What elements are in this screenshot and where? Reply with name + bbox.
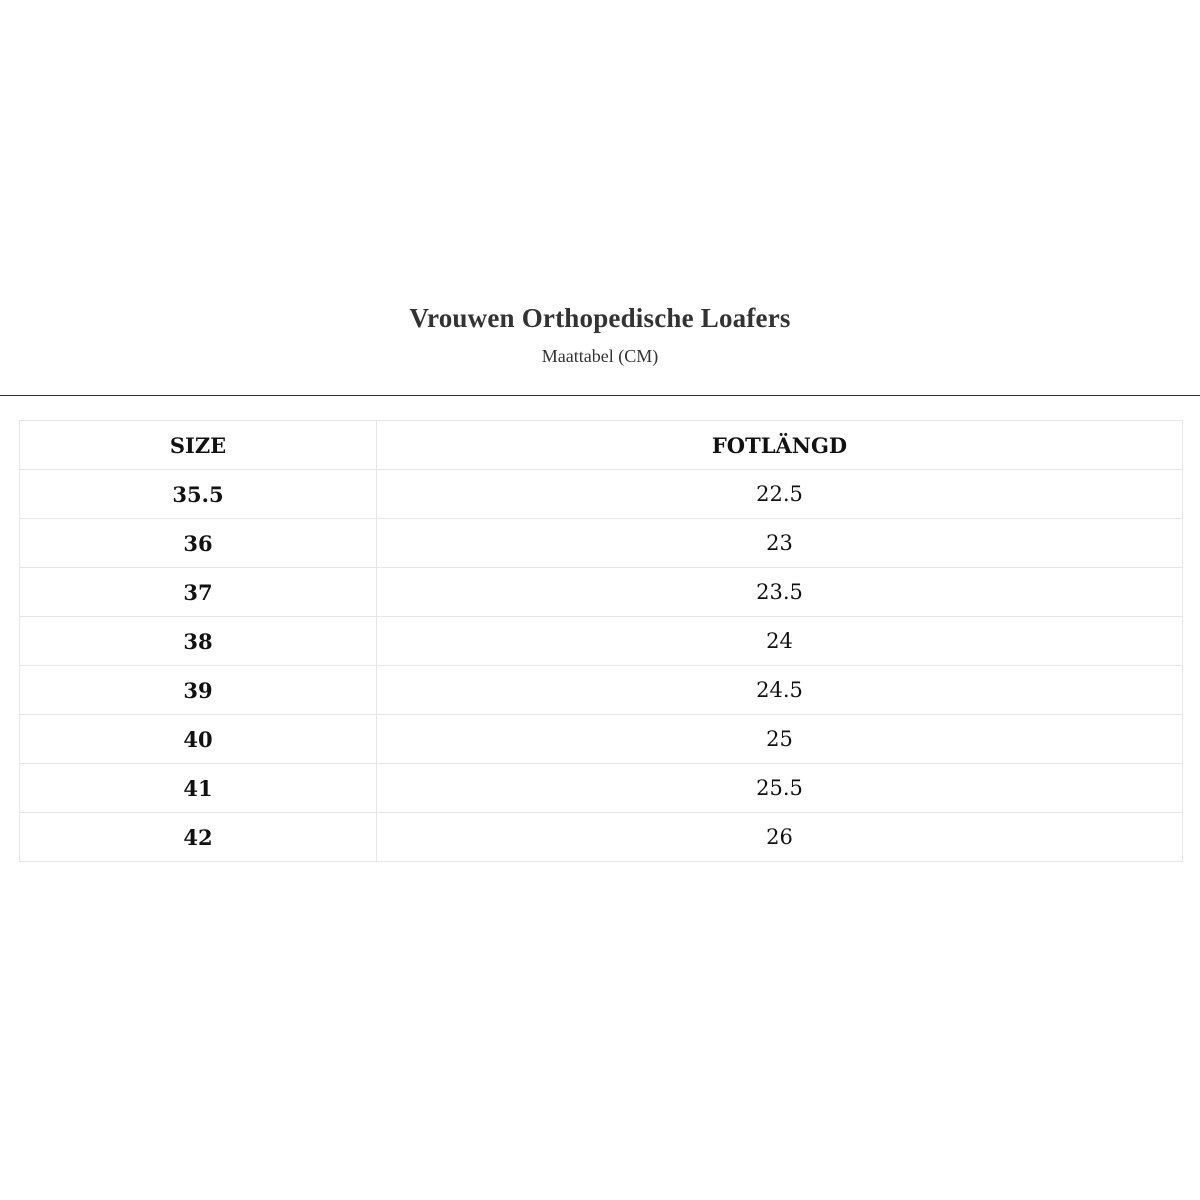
foot-length-cell: 23 <box>377 519 1183 568</box>
page-subtitle: Maattabel (CM) <box>541 346 659 366</box>
size-cell: 42 <box>20 813 377 862</box>
foot-length-cell: 24.5 <box>377 666 1183 715</box>
table-row <box>20 470 1183 519</box>
column-header-size: SIZE <box>20 421 377 470</box>
foot-length-cell: 23.5 <box>377 568 1183 617</box>
size-cell: 41 <box>20 764 377 813</box>
foot-length-cell: 22.5 <box>377 470 1183 519</box>
size-cell: 35.5 <box>20 470 377 519</box>
foot-length-cell: 25.5 <box>377 764 1183 813</box>
size-chart-table <box>19 420 1183 862</box>
header-divider <box>0 395 1200 396</box>
page-title: Vrouwen Orthopedische Loafers <box>409 303 791 333</box>
table-row <box>20 715 1183 764</box>
column-header-foot-length: FOTLÄNGD <box>377 421 1183 470</box>
table-row <box>20 666 1183 715</box>
foot-length-cell: 26 <box>377 813 1183 862</box>
table-row <box>20 568 1183 617</box>
size-cell: 36 <box>20 519 377 568</box>
size-cell: 39 <box>20 666 377 715</box>
table-row <box>20 813 1183 862</box>
table-row <box>20 764 1183 813</box>
foot-length-cell: 24 <box>377 617 1183 666</box>
table-row <box>20 519 1183 568</box>
size-cell: 37 <box>20 568 377 617</box>
size-cell: 38 <box>20 617 377 666</box>
table-header-row <box>20 421 1183 470</box>
size-cell: 40 <box>20 715 377 764</box>
table-row <box>20 617 1183 666</box>
foot-length-cell: 25 <box>377 715 1183 764</box>
